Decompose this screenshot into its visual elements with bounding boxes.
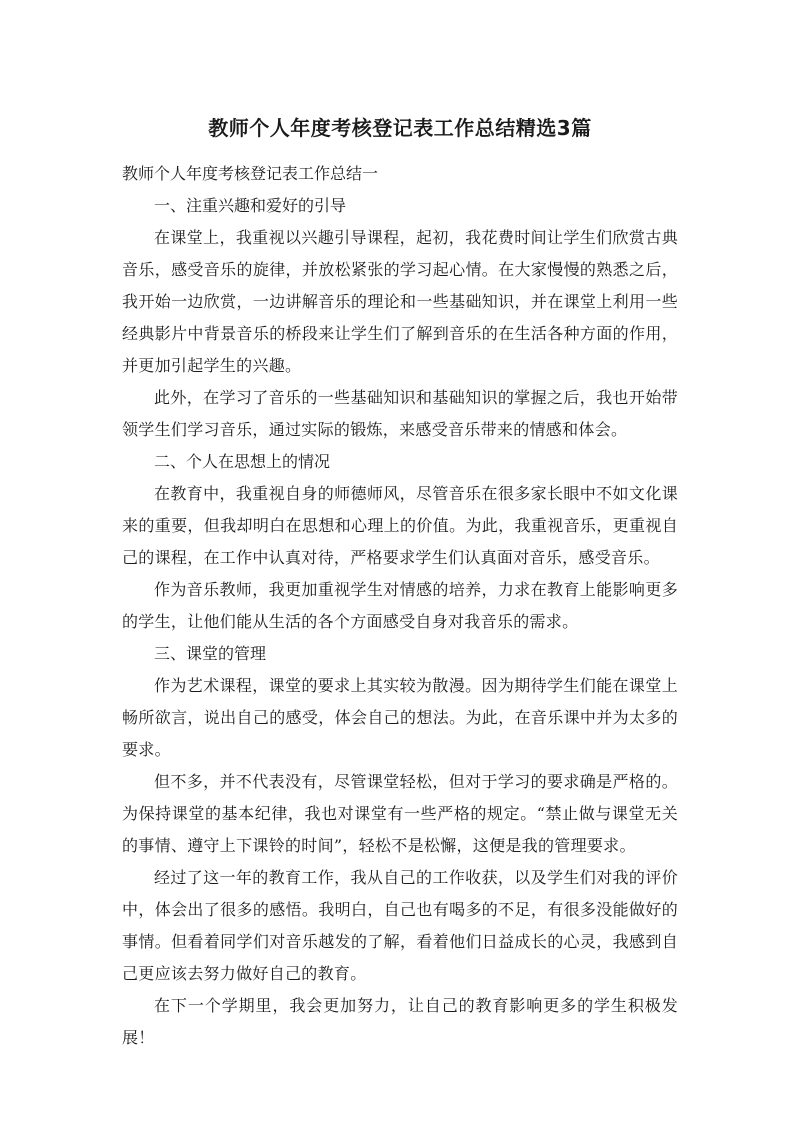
section-classroom-management <box>122 638 678 1054</box>
paragraph: 在教育中，我重视自身的师德师风，尽管音乐在很多家长眼中不如文化课来的重要，但我却明白在思想和心理上的价值。为此，我重视音乐，更重视自己的课程，在工作中认真对待，严格要求学生们认真面对音乐，感受音乐。 <box>122 484 678 567</box>
section-heading: 二、个人在思想上的情况 <box>154 452 331 471</box>
document-title: 教师个人年度考核登记表工作总结精选3篇 <box>208 116 592 140</box>
document-page <box>122 112 678 1054</box>
paragraph: 作为音乐教师，我更加重视学生对情感的培养，力求在教育上能影响更多的学生，让他们能从生活的各个方面感受自身对我音乐的需求。 <box>122 580 678 631</box>
paragraph: 在下一个学期里，我会更加努力，让自己的教育影响更多的学生积极发展！ <box>122 996 678 1047</box>
paragraph: 作为艺术课程，课堂的要求上其实较为散漫。因为期待学生们能在课堂上畅所欲言，说出自己的感受，体会自己的想法。为此，在音乐课中并为太多的要求。 <box>122 676 678 759</box>
paragraph: 在课堂上，我重视以兴趣引导课程，起初，我花费时间让学生们欣赏古典音乐，感受音乐的旋律，并放松紧张的学习起心情。在大家慢慢的熟悉之后，我开始一边欣赏，一边讲解音乐的理论和一些基础知识，并在课堂上利用一些经典影片中背景音乐的桥段来让学生们了解到音乐的在生活各种方面的作用，并更加引起学生的兴趣。 <box>122 228 678 375</box>
section-interest-guidance <box>122 190 678 446</box>
section-personal-thoughts <box>122 446 678 638</box>
document-subtitle: 教师个人年度考核登记表工作总结一 <box>122 164 379 183</box>
paragraph: 此外，在学习了音乐的一些基础知识和基础知识的掌握之后，我也开始带领学生们学习音乐，通过实际的锻炼，来感受音乐带来的情感和体会。 <box>122 388 678 439</box>
paragraph: 但不多，并不代表没有，尽管课堂轻松，但对于学习的要求确是严格的。为保持课堂的基本纪律，我也对课堂有一些严格的规定。“禁止做与课堂无关的事情、遵守上下课铃的时间”，轻松不是松懈，这便是我的管理要求。 <box>122 772 678 855</box>
paragraph: 经过了这一年的教育工作，我从自己的工作收获，以及学生们对我的评价中，体会出了很多的感悟。我明白，自己也有喝多的不足，有很多没能做好的事情。但看着同学们对音乐越发的了解，看着他们日益成长的心灵，我感到自己更应该去努力做好自己的教育。 <box>122 868 678 983</box>
section-heading: 一、注重兴趣和爱好的引导 <box>154 196 347 215</box>
section-heading: 三、课堂的管理 <box>154 644 267 663</box>
